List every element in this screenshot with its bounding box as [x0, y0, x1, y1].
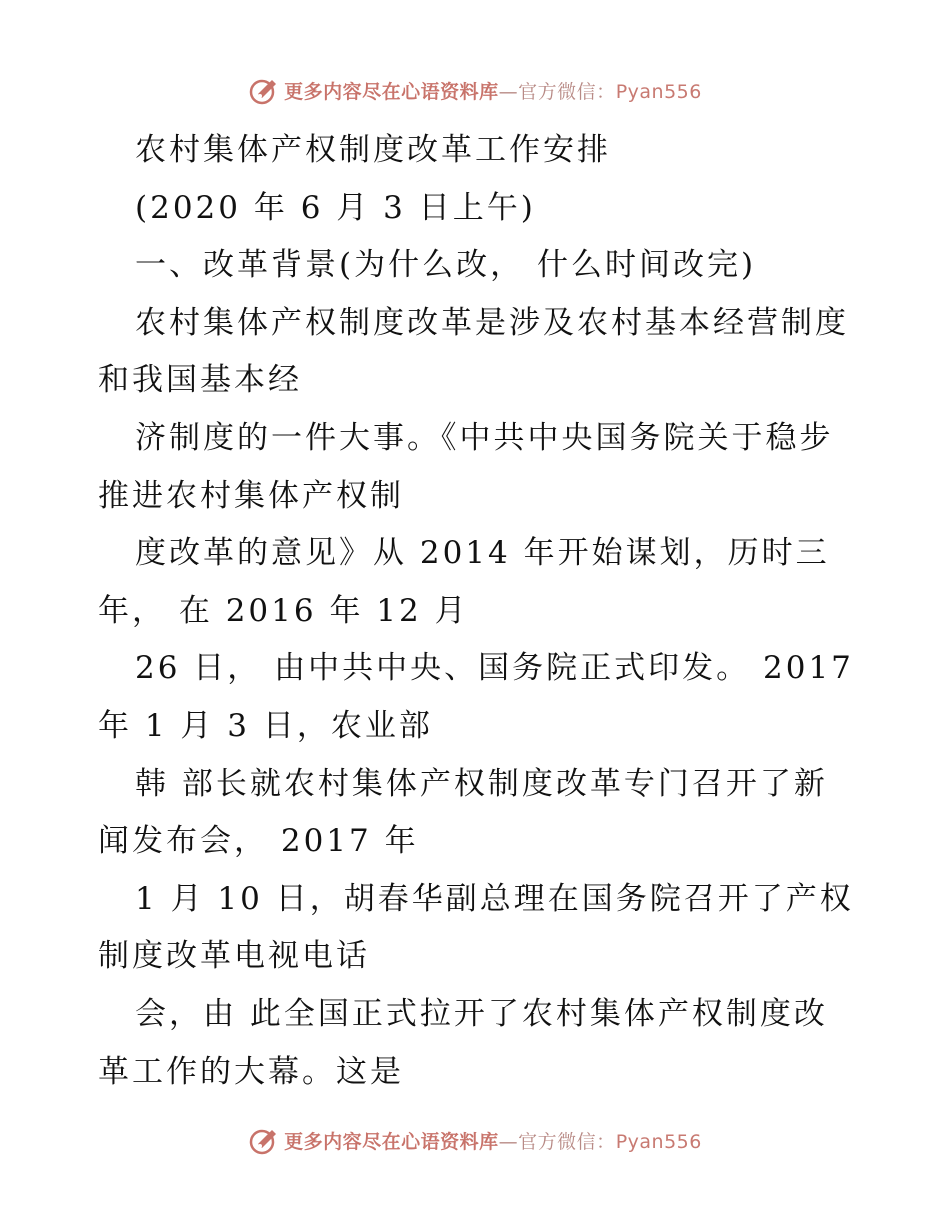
paragraph-line: 推进农村集体产权制	[98, 477, 404, 514]
paragraph-line: 和我国基本经	[98, 362, 302, 399]
paragraph-line: 革工作的大幕。这是	[98, 1053, 404, 1090]
section-heading: 一、改革背景(为什么改， 什么时间改完)	[135, 247, 757, 284]
paragraph-line: 年 1 月 3 日，农业部	[98, 707, 433, 744]
document-body	[98, 122, 858, 1101]
doc-title: 农村集体产权制度改革工作安排	[135, 132, 611, 168]
watermark-banner-bottom	[0, 1120, 950, 1160]
paragraph-line: 闻发布会， 2017 年	[98, 823, 419, 860]
paragraph-line: 1 月 10 日，胡春华副总理在国务院召开了产权	[135, 880, 854, 917]
paragraph-line: 26 日， 由中共中央、国务院正式印发。 2017	[135, 650, 854, 687]
pen-nib-logo-icon	[248, 74, 280, 106]
paragraph-line: 年， 在 2016 年 12 月	[98, 592, 469, 629]
doc-date: (2020 年 6 月 3 日上午)	[135, 189, 536, 226]
paragraph-line: 济制度的一件大事。《中共中央国务院关于稳步	[135, 419, 834, 456]
watermark-text: 更多内容尽在心语资料库—官方微信：Pyan556	[284, 1130, 702, 1153]
watermark-banner-top	[0, 70, 950, 110]
paragraph-line: 农村集体产权制度改革是涉及农村基本经营制度	[135, 304, 849, 341]
paragraph-line: 韩 部长就农村集体产权制度改革专门召开了新	[135, 765, 828, 802]
paragraph-line: 制度改革电视电话	[98, 938, 370, 975]
paragraph-line: 度改革的意见》从 2014 年开始谋划，历时三	[135, 535, 830, 572]
watermark-text: 更多内容尽在心语资料库—官方微信：Pyan556	[284, 80, 702, 103]
pen-nib-logo-icon	[248, 1124, 280, 1156]
paragraph-line: 会，由 此全国正式拉开了农村集体产权制度改	[135, 995, 828, 1032]
